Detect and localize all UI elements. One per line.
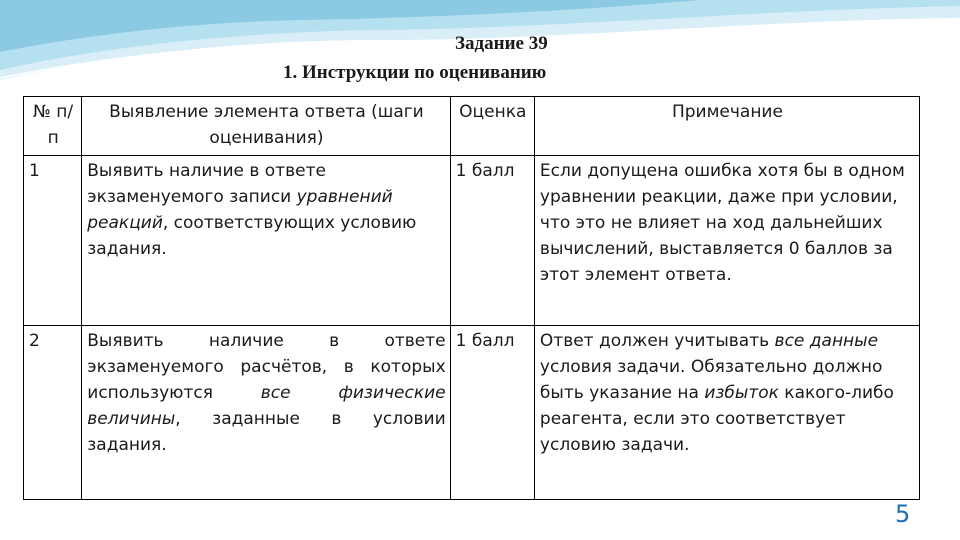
task-title: Задание 39 [455, 33, 548, 54]
header-num: № п/п [24, 97, 82, 156]
row1-num: 1 [24, 156, 82, 326]
assessment-table [23, 96, 920, 500]
row1-step: Выявить наличие в ответе экзаменуемого записи уравнений реакций, соответствующих условию задания. [82, 156, 450, 326]
row2-step: Выявить наличие в ответе экзаменуемого расчётов, в которых используются все физические величины, заданные в условии задания. [82, 326, 450, 500]
header-score: Оценка [450, 97, 534, 156]
header-step: Выявление элемента ответа (шаги оценивания) [82, 97, 450, 156]
table-row [24, 326, 920, 500]
slide-number: 5 [895, 500, 911, 528]
row2-note: Ответ должен учитывать все данные условия задачи. Обязательно должно быть указание на избыток какого-либо реагента, если это соответствует условию задачи. [534, 326, 919, 500]
row2-score: 1 балл [450, 326, 534, 500]
section-subtitle: 1. Инструкции по оцениванию [283, 62, 547, 83]
table-header-row [24, 97, 920, 156]
header-note: Примечание [534, 97, 919, 156]
row2-num: 2 [24, 326, 82, 500]
row1-note: Если допущена ошибка хотя бы в одном уравнении реакции, даже при условии, что это не влияет на ход дальнейших вычислений, выставляется 0 баллов за этот элемент ответа. [534, 156, 919, 326]
table-row [24, 156, 920, 326]
row1-score: 1 балл [450, 156, 534, 326]
